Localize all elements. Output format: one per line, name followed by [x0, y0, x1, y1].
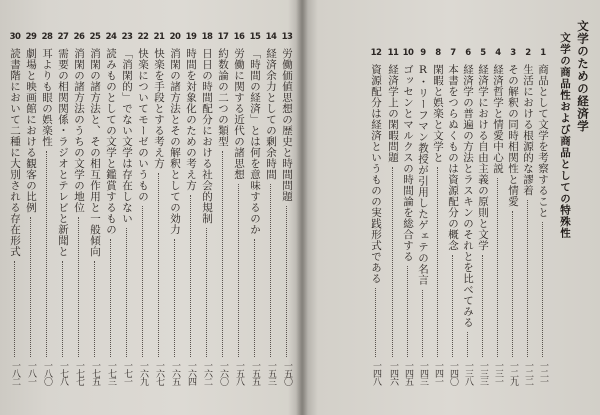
toc-entry-title: 時間を対象化のための考え方 — [185, 48, 197, 191]
dot-leader — [407, 266, 409, 357]
chapter-subheading: 文学の商品性および商品としての特殊性 — [559, 32, 571, 239]
toc-entry[interactable] — [153, 32, 165, 385]
toc-entry-title: 本書をつらぬくものは資源配分の概念 — [447, 64, 459, 251]
dot-leader — [482, 255, 484, 357]
dot-leader — [222, 151, 224, 357]
toc-entry-title: 快楽についてモーゼのいうもの — [137, 48, 149, 202]
toc-entry[interactable] — [233, 32, 245, 385]
toc-entry[interactable] — [185, 32, 197, 385]
toc-entry-number: 11 — [387, 48, 399, 58]
toc-entry[interactable] — [201, 32, 213, 385]
toc-entry[interactable] — [537, 48, 549, 385]
toc-entry-page: 一三一 — [493, 361, 503, 385]
toc-entry-title: 労働に関する近代の諸思想 — [233, 48, 245, 180]
toc-entry[interactable] — [522, 48, 534, 385]
toc-entry-page: 一七八 — [58, 361, 68, 385]
toc-entry-page: 一七五 — [90, 361, 100, 385]
toc-entry-page: 一五五 — [250, 361, 260, 385]
dot-leader — [512, 211, 514, 357]
toc-entry-number: 25 — [89, 32, 101, 42]
toc-entry[interactable] — [417, 48, 429, 385]
toc-entry[interactable] — [387, 48, 399, 385]
toc-entry-title: 商品として文学を考察すること — [537, 64, 549, 218]
toc-entry-page: 一四〇 — [448, 361, 458, 385]
toc-entry[interactable] — [121, 32, 133, 385]
toc-entry-title: 読書階において二種に大別される存在形式 — [9, 48, 21, 257]
toc-entry-title: その解釈の同時相関性と情愛 — [507, 64, 519, 207]
dot-leader — [422, 290, 424, 358]
toc-entry-page: 一四六 — [388, 361, 398, 385]
toc-entry-number: 10 — [402, 48, 414, 58]
toc-entry-page: 一六二 — [202, 361, 212, 385]
toc-entry[interactable] — [492, 48, 504, 385]
toc-entry-title: ゴッセンとマルクスの時間論を総合する — [402, 64, 414, 262]
dot-leader — [286, 206, 288, 357]
toc-entry-page: 一四一 — [433, 361, 443, 385]
toc-entry-page: 一六七 — [154, 361, 164, 385]
toc-entry[interactable] — [477, 48, 489, 385]
toc-entry-number: 24 — [105, 32, 117, 42]
dot-leader — [437, 167, 439, 357]
toc-entry-title: 経済学における自由主義の原則と文学 — [477, 64, 489, 251]
dot-leader — [452, 255, 454, 357]
toc-entry-title: 「消閑的」でない文学は存在しない — [121, 48, 133, 224]
dot-leader — [30, 217, 32, 357]
toc-entry-number: 30 — [9, 32, 21, 42]
toc-entry[interactable] — [265, 32, 277, 385]
toc-entry[interactable] — [73, 32, 85, 385]
toc-entry-page: 一六九 — [138, 361, 148, 385]
toc-entry-number: 29 — [25, 32, 37, 42]
toc-entry[interactable] — [370, 48, 382, 385]
toc-entry-number: 19 — [185, 32, 197, 42]
dot-leader — [174, 239, 176, 357]
toc-entry-page: 一六五 — [170, 361, 180, 385]
toc-entry-page: 一三八 — [463, 361, 473, 385]
toc-entry-title: 約数論の二つの類型 — [217, 48, 229, 147]
toc-entry-page: 一八二 — [10, 361, 20, 385]
toc-entry-number: 28 — [41, 32, 53, 42]
toc-entry[interactable] — [281, 32, 293, 385]
toc-entry-page: 一七七 — [74, 361, 84, 385]
toc-entry-page: 一八一 — [26, 361, 36, 385]
dot-leader — [527, 200, 529, 357]
toc-entry-title: R・リーフマン教授が引用したゲェテの名言 — [417, 64, 429, 286]
toc-entry[interactable] — [57, 32, 69, 385]
toc-entry[interactable] — [447, 48, 459, 385]
toc-entry-number: 9 — [420, 48, 426, 58]
dot-leader — [110, 239, 112, 357]
toc-entry-title: 生活における根源的な謬着 — [522, 64, 534, 196]
toc-entry[interactable] — [402, 48, 414, 385]
toc-entry-page: 一五三 — [266, 361, 276, 385]
toc-entry-title: 閑暇と娯楽と文学と — [432, 64, 444, 163]
toc-entry-page: 一五〇 — [282, 361, 292, 385]
toc-entry[interactable] — [137, 32, 149, 385]
toc-entry-page: 一四五 — [403, 361, 413, 385]
dot-leader — [46, 151, 48, 357]
toc-entry-title: 日日の時間配分における社会的規制 — [201, 48, 213, 224]
toc-entry-title: 消閑の諸方法とその解釈としての効力 — [169, 48, 181, 235]
dot-leader — [238, 184, 240, 357]
toc-entry[interactable] — [25, 32, 37, 385]
toc-entry-number: 4 — [495, 48, 501, 58]
toc-entry[interactable] — [432, 48, 444, 385]
toc-entry-page: 一六四 — [186, 361, 196, 385]
toc-entry-number: 6 — [465, 48, 471, 58]
dot-leader — [14, 261, 16, 357]
toc-entry-title: 「時間の経済」とは何を意味するのか — [249, 48, 261, 235]
dot-leader — [497, 178, 499, 357]
toc-entry-number: 1 — [540, 48, 546, 58]
toc-entry-title: 劇場と映画館における観客の比例 — [25, 48, 37, 213]
toc-entry-page: 一四八 — [371, 361, 381, 385]
toc-entry-number: 15 — [249, 32, 261, 42]
dot-leader — [142, 206, 144, 357]
dot-leader — [158, 173, 160, 357]
toc-entry-number: 22 — [137, 32, 149, 42]
toc-entry-page: 一六〇 — [218, 361, 228, 385]
book-gutter — [296, 0, 308, 415]
toc-entry-title: 労働価値思想の歴史と時間問題 — [281, 48, 293, 202]
toc-entry-title: 読みものとしての文学と鑑賞するもの — [105, 48, 117, 235]
toc-entry-number: 12 — [370, 48, 382, 58]
toc-entry-title: 経済哲学と情愛中心説 — [492, 64, 504, 174]
toc-entry-page: 一二二 — [523, 361, 533, 385]
dot-leader — [270, 184, 272, 357]
toc-entry-page: 一二九 — [508, 361, 518, 385]
toc-entry[interactable] — [9, 32, 21, 385]
dot-leader — [467, 332, 469, 357]
toc-entry-number: 23 — [121, 32, 133, 42]
dot-leader — [78, 217, 80, 357]
toc-entry[interactable] — [507, 48, 519, 385]
toc-entry-number: 21 — [153, 32, 165, 42]
dot-leader — [542, 222, 544, 357]
toc-entry-number: 27 — [57, 32, 69, 42]
toc-entry[interactable] — [217, 32, 229, 385]
toc-entry-number: 14 — [265, 32, 277, 42]
toc-entry-title: 資源配分は経済というものの実践形式である — [370, 64, 382, 284]
dot-leader — [206, 228, 208, 357]
chapter-heading: 文学のための経済学 — [576, 20, 590, 133]
toc-entry-number: 3 — [510, 48, 516, 58]
toc-entry[interactable] — [169, 32, 181, 385]
toc-entry-title: 消閑の諸方法と、その相互作用と一般傾向 — [89, 48, 101, 257]
toc-entry-number: 5 — [480, 48, 486, 58]
toc-entry-number: 20 — [169, 32, 181, 42]
toc-entry[interactable] — [41, 32, 53, 385]
toc-entry-page: 一七三 — [106, 361, 116, 385]
toc-entry[interactable] — [462, 48, 474, 385]
toc-entry-title: 消閑の諸方法のうちの文学の地位 — [73, 48, 85, 213]
toc-entry-number: 7 — [450, 48, 456, 58]
toc-entry-number: 13 — [281, 32, 293, 42]
toc-entry-page: 一四三 — [418, 361, 428, 385]
toc-entry-page: 一八〇 — [42, 361, 52, 385]
toc-entry-number: 18 — [201, 32, 213, 42]
toc-entry-number: 8 — [435, 48, 441, 58]
toc-entry-page: 一七一 — [122, 361, 132, 385]
toc-entry-number: 17 — [217, 32, 229, 42]
toc-entry-title: 快楽を手段とする考え方 — [153, 48, 165, 169]
toc-entry-number: 2 — [525, 48, 531, 58]
toc-entry-number: 26 — [73, 32, 85, 42]
toc-entry-title: 耳よりも眼の娯楽性 — [41, 48, 53, 147]
toc-entry-page: 一五八 — [234, 361, 244, 385]
dot-leader — [190, 195, 192, 357]
toc-entry-page: 一三三 — [478, 361, 488, 385]
toc-entry[interactable] — [249, 32, 261, 385]
toc-entry-number: 16 — [233, 32, 245, 42]
toc-entry-title: 需要の相関関係・ラジオとテレビと新聞と — [57, 48, 69, 257]
dot-leader — [94, 261, 96, 357]
dot-leader — [62, 261, 64, 357]
dot-leader — [254, 239, 256, 357]
toc-entry-title: 経済余力としての剰余時間 — [265, 48, 277, 180]
toc-entry[interactable] — [89, 32, 101, 385]
toc-entry-title: 経済学上の閑暇問題 — [387, 64, 399, 163]
toc-entry-page: 一二一 — [538, 361, 548, 385]
toc-entry-title: 経済学の普遍の方法とラスキンのそれとを比べてみる — [462, 64, 474, 328]
dot-leader — [392, 167, 394, 357]
dot-leader — [375, 288, 377, 357]
dot-leader — [126, 228, 128, 357]
toc-entry[interactable] — [105, 32, 117, 385]
